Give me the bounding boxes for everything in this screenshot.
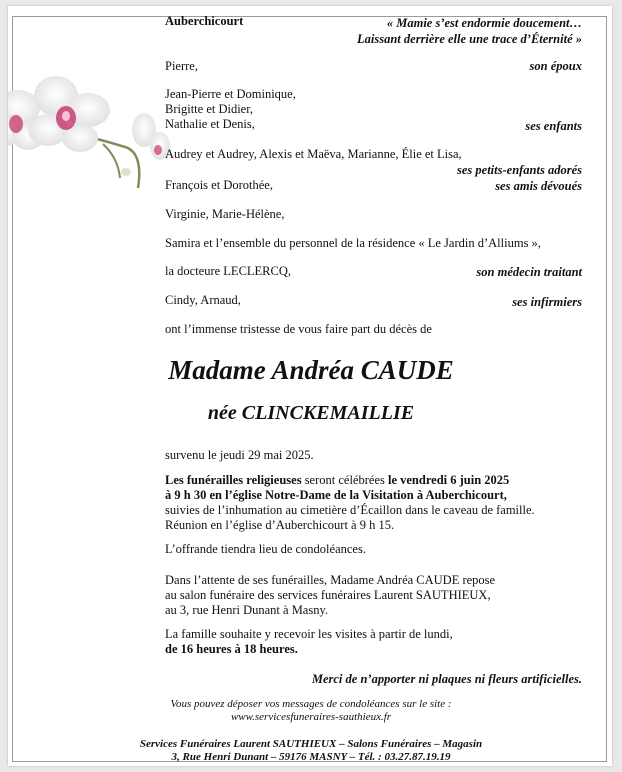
funeral-date: le vendredi 6 juin 2025 — [387, 473, 510, 487]
others-line: Virginie, Marie-Hélène, — [165, 207, 285, 221]
children-line-1: Jean-Pierre et Dominique, — [165, 87, 296, 101]
funeral-normal-1: seront célébrées — [301, 473, 388, 487]
visit-line-2: de 16 heures à 18 heures. — [165, 642, 298, 656]
paper-sheet — [8, 6, 612, 766]
grandchildren-line: Audrey et Audrey, Alexis et Maëva, Marianne, Élie et Lisa, — [165, 147, 462, 161]
condolence-url[interactable]: www.servicesfuneraires-sauthieux.fr — [230, 711, 392, 723]
funeral-line-4: Réunion en l’église d’Auberchicourt à 9 h 15. — [165, 518, 395, 532]
staff-line: Samira et l’ensemble du personnel de la résidence « Le Jardin d’Alliums », — [165, 236, 541, 250]
funeral-line-2: à 9 h 30 en l’église Notre-Dame de la Visitation à Auberchicourt, — [165, 488, 507, 502]
children-line-3: Nathalie et Denis, — [165, 117, 255, 131]
company-line: Services Funéraires Laurent SAUTHIEUX – Salons Funéraires – Magasin — [139, 738, 483, 750]
announce-line: ont l’immense tristesse de vous faire part du décès de — [165, 322, 432, 336]
deceased-name: Madame Andréa CAUDE — [168, 355, 454, 385]
friends-line: François et Dorothée, — [165, 178, 273, 192]
death-date-line: survenu le jeudi 29 mai 2025. — [165, 448, 314, 462]
friends-role: ses amis dévoués — [495, 179, 582, 193]
visit-line-1: La famille souhaite y recevoir les visites à partir de lundi, — [165, 627, 453, 641]
husband-role: son époux — [529, 59, 582, 73]
doctor-line: la docteure LECLERCQ, — [165, 264, 292, 278]
funeral-line-3: suivies de l’inhumation au cimetière d’Écaillon dans le caveau de famille. — [165, 503, 535, 517]
rest-line-2: au salon funéraire des services funéraires Laurent SAUTHIEUX, — [165, 588, 491, 602]
quote-line-2: Laissant derrière elle une trace d’Éternité » — [357, 32, 582, 46]
condolence-line: Vous pouvez déposer vos messages de condoléances sur le site : — [170, 698, 452, 710]
quote-line-1: « Mamie s’est endormie doucement… — [386, 16, 582, 30]
nurses-line: Cindy, Arnaud, — [165, 293, 241, 307]
children-role: ses enfants — [525, 119, 582, 133]
address-line: 3, Rue Henri Dunant – 59176 MASNY – Tél. : 03.27.87.19.19 — [171, 751, 451, 763]
funeral-line-1 — [165, 473, 509, 487]
doctor-role: son médecin traitant — [476, 265, 582, 279]
orchid-decoration — [8, 68, 183, 198]
grandchildren-role: ses petits-enfants adorés — [457, 163, 582, 177]
flowers-notice: Merci de n’apporter ni plaques ni fleurs artificielles. — [311, 672, 582, 686]
place-heading: Auberchicourt — [165, 14, 244, 28]
nurses-role: ses infirmiers — [512, 295, 582, 309]
maiden-name: née CLINCKEMAILLIE — [207, 402, 415, 424]
offering-line: L’offrande tiendra lieu de condoléances. — [165, 542, 366, 556]
funeral-bold-1: Les funérailles religieuses — [165, 473, 302, 487]
rest-line-1: Dans l’attente de ses funérailles, Madame Andréa CAUDE repose — [165, 573, 496, 587]
husband-name: Pierre, — [165, 59, 198, 73]
children-line-2: Brigitte et Didier, — [165, 102, 254, 116]
rest-line-3: au 3, rue Henri Dunant à Masny. — [165, 603, 329, 617]
